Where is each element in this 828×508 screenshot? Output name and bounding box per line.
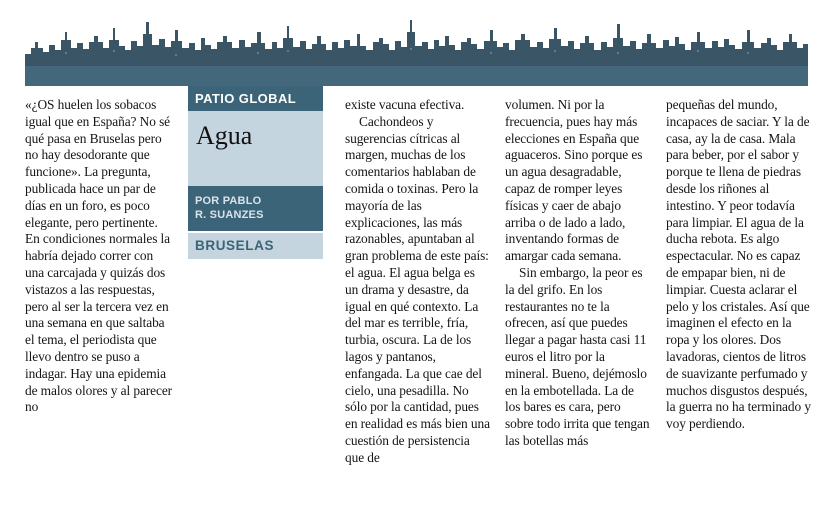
article-title: Agua xyxy=(188,111,323,186)
text-column-3 xyxy=(505,97,651,450)
dateline-place: BRUSELAS xyxy=(188,233,323,259)
text-column-2 xyxy=(345,97,490,467)
paragraph: Cachondeos y sugerencias cítricas al margen, muchas de los comentarios hablaban de comida o toxinas. Pero la mayoría de las explicaciones, las más razonables, apuntaban al gran problema de este país: el agua. El agua belga es un drama y desastre, da igual en qué contexto. La del mar es terrible, fría, turbia, oscura. La de los lagos y pantanos, enfangada. La que cae del cielo, una pesadilla. No sólo por la cantidad, pues en realidad es más bien una cuestión de persistencia que de xyxy=(345,113,490,465)
text-column-1 xyxy=(25,97,175,416)
section-box xyxy=(188,86,323,259)
byline xyxy=(188,186,323,231)
city-skyline-icon xyxy=(25,12,808,86)
paragraph: «¿OS huelen los sobacos igual que en España? No sé qué pasa en Bruselas pero no hay desodorante que funcione». La pregunta, publicada hace un par de días en un foro, es poco elegante, pero pertinente. En condiciones normales la habría dejado correr con una carcajada y quizás dos vistazos a las respuestas, pero al ser la tercera vez en una semana en que saltaba el tema, el periodista que llevo dentro se puso a indagar. Hay una epidemia de malos olores y al parecer no xyxy=(25,97,173,415)
byline-line-2: R. SUANZES xyxy=(195,209,264,221)
byline-line-1: POR PABLO xyxy=(195,195,262,207)
text-column-4 xyxy=(666,97,811,433)
section-label: PATIO GLOBAL xyxy=(188,86,323,111)
paragraph: volumen. Ni por la frecuencia, pues hay más elecciones en España que aguaceros. Sino porque es un agua desagradable, capaz de romper leyes físicas y caer de abajo arriba o de lado a lado, inventando formas de amargar cada semana. xyxy=(505,97,643,264)
city-skyline-banner xyxy=(25,12,808,86)
paragraph: Sin embargo, la peor es la del grifo. En los restaurantes no te la ofrecen, así que puedes llegar a pagar hasta casi 11 euros el litro por la mineral. Bueno, dejémoslo en la embotellada. La de los bares es cara, pero sobre todo irrita que tengan las botellas más xyxy=(505,264,650,448)
paragraph: pequeñas del mundo, incapaces de saciar. Y la de casa, ay la de casa. Mala para beber, por el sabor y porque te llena de piedras desde los riñones al intestino. Y peor todavía para limpiar. El agua de la ducha rebota. Es algo espectacular. No es capaz de empapar bien, ni de limpiar. Cuesta aclarar el pelo y los cristales. Así que imaginen el efecto en la ropa y los olores. Dos lavadoras, cientos de litros de suavizante perfumado y muchos disgustos después, la guerra no ha terminado y voy perdiendo. xyxy=(666,97,811,432)
paragraph: existe vacuna efectiva. xyxy=(345,97,465,112)
